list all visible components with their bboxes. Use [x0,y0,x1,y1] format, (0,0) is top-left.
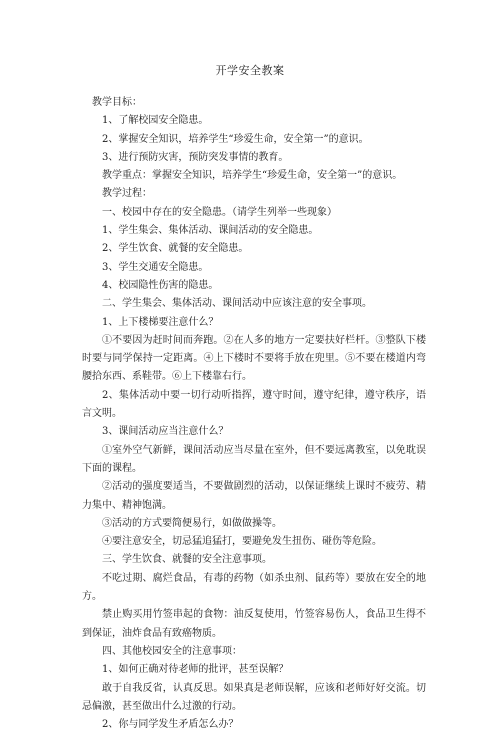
paragraph: 4、校园隐性伤害的隐患。 [102,279,219,291]
paragraph: 禁止购买用竹签串起的食物：油反复使用，竹签容易伤人，食品卫生得不到保证，油炸食品有致癌物质。 [82,609,426,639]
paragraph: 3、学生交通安全隐患。 [102,261,209,273]
paragraph: 3、进行预防灾害，预防突发事情的教育。 [102,151,289,163]
paragraph: 二、学生集会、集体活动、课间活动中应该注意的安全事项。 [102,298,372,310]
paragraph: 2、你与同学发生矛盾怎么办？ [102,719,239,731]
paragraph: 三、学生饮食、就餐的安全注意事项。 [102,554,272,566]
paragraph: ④要注意安全，切忌猛追猛打，要避免发生扭伤、碰伤等危险。 [102,536,382,548]
document-body [82,94,426,734]
paragraph: ①室外空气新鲜，课间活动应当尽量在室外，但不要远离教室，以免耽误下面的课程。 [82,444,426,474]
paragraph: 教学过程： [102,188,152,200]
paragraph: 1、上下楼梯要注意什么？ [102,316,219,328]
paragraph: 不吃过期、腐烂食品，有毒的药物（如杀虫剂、鼠药等）要放在安全的地方。 [82,572,426,603]
paragraph: 1、了解校园安全隐患。 [102,115,209,127]
paragraph: 2、集体活动中要一切行动听指挥，遵守时间，遵守纪律，遵守秩序，语言文明。 [82,389,426,420]
paragraph: 2、掌握安全知识，培养学生“珍爱生命，安全第一”的意识。 [102,133,369,145]
paragraph: 教学重点：掌握安全知识，培养学生“珍爱生命，安全第一”的意识。 [102,170,403,182]
paragraph: ①不要因为赶时间而奔跑。②在人多的地方一定要扶好栏杆。③整队下楼时要与同学保持一定距离。④上下楼时不要将手放在兜里。⑤不要在楼道内弯腰拾东西、系鞋带。⑥上下楼靠右行。 [82,334,426,383]
paragraph: 敢于自我反省，认真反思。如果真是老师误解，应该和老师好好交流。切忌偏激，甚至做出什么过激的行动。 [82,682,426,712]
paragraph: 四、其他校园安全的注意事项： [102,645,242,657]
paragraph: 3、课间活动应当注意什么？ [102,426,229,438]
paragraph: 一、校园中存在的安全隐患。（请学生列举一些现象） [102,206,337,218]
paragraph: ③活动的方式要简便易行，如做做操等。 [102,517,282,529]
paragraph: ②活动的强度要适当，不要做剧烈的活动，以保证继续上课时不疲劳、精力集中、精神饱满。 [82,481,426,511]
paragraph: 2、学生饮食、就餐的安全隐患。 [102,243,249,255]
paragraph: 1、学生集会、集体活动、课间活动的安全隐患。 [102,225,319,237]
paragraph: 教学目标： [92,97,142,108]
paragraph: 1、如何正确对待老师的批评，甚至误解？ [102,664,289,676]
document-title: 开学安全教案 [215,64,285,77]
